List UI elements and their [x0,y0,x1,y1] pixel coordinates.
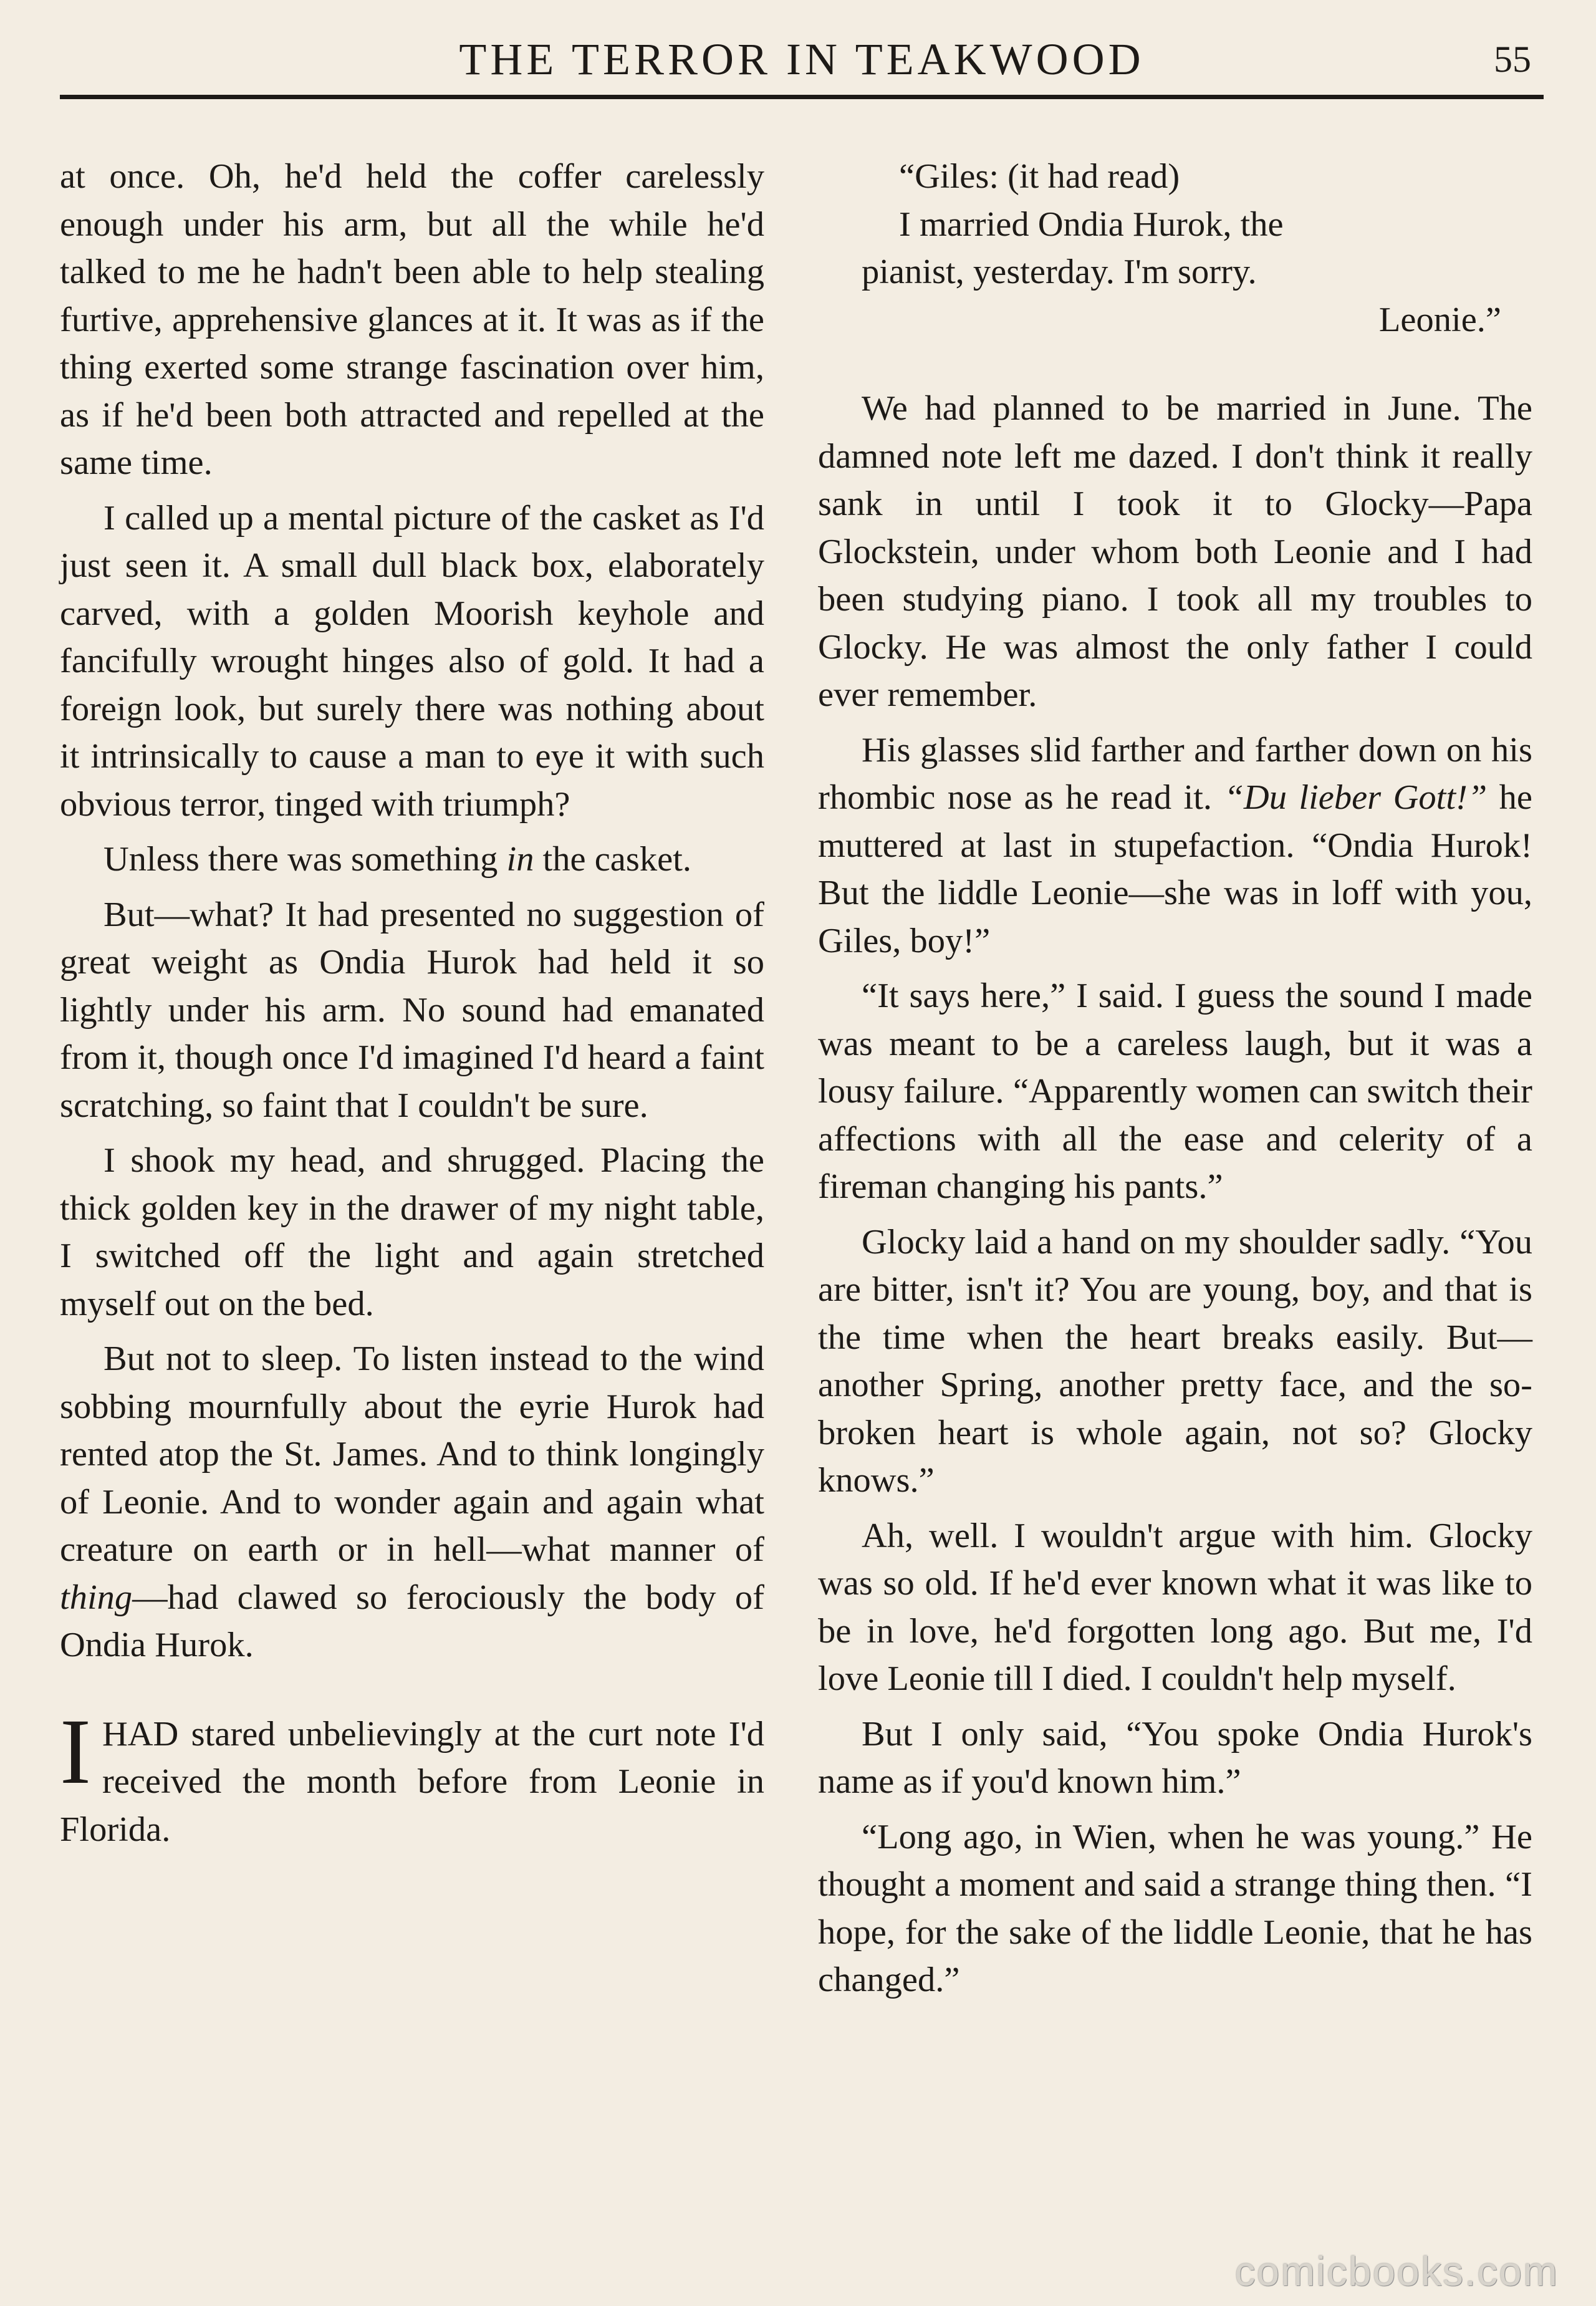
drop-cap: I [60,1699,91,1803]
emphasis: in [506,840,534,879]
paragraph: His glasses slid farther and farther down on his rhombic nose as he read it. “Du lieber Gott!” he muttered at last in stupefaction. “Ondia Hurok! But the liddle Leonie—she was in loff with you, Giles, boy!” [818,730,1533,960]
note-line: I married Ondia Hurok, the [899,205,1284,244]
paragraph: Unless there was something in the casket. [103,840,692,879]
watermark: comicbooks.com [1234,2248,1559,2294]
paragraph: But I only said, “You spoke Ondia Hurok's name as if you'd known him.” [818,1714,1532,1801]
paragraph: “It says here,” I said. I guess the sound I made was meant to be a careless laugh, but it was a lousy failure. “Apparently women can switch their affections with all the ease and celerity of a fireman changing his pants.” [818,977,1532,1206]
note-signature: Leonie.” [1378,300,1501,339]
paragraph: I shook my head, and shrugged. Placing the thick golden key in the drawer of my night table, I switched off the light and again stretched myself out on the bed. [60,1141,764,1323]
running-title: THE TERROR IN TEAKWOOD [459,34,1145,84]
paragraph: I called up a mental picture of the casket as I'd just seen it. A small dull black box, elaborately carved, with a golden Moorish keyhole and fancifully wrought hinges also of gold. It had a foreign look, but surely there was nothing about it intrinsically to cause a man to eye it with such obvious terror, tinged with triumph? [60,498,764,824]
quoted-note [818,153,1532,344]
paragraph: We had planned to be married in June. The damned note left me dazed. I don't think it really sank in until I took it to Glocky—Papa Glockstein, under whom both Leonie and I had been studying piano. I took all my troubles to Glocky. He was almost the only father I could ever remember. [818,389,1532,714]
note-line: “Giles: (it had read) [899,157,1180,196]
header-rule [60,95,1544,99]
left-column [60,153,764,1861]
paragraph: Glocky laid a hand on my shoulder sadly. “You are bitter, isn't it? You are young, boy, and that is the time when the heart breaks easily. But—another Spring, another pretty face, and the so-broken heart is whole again, not so? Glocky knows.” [818,1222,1532,1500]
paragraph: But not to sleep. To listen instead to the wind sobbing mournfully about the eyrie Hurok had rented atop the St. James. And to think longingly of Leonie. And to wonder again and again what creature on earth or in hell—what manner of thing—had clawed so ferociously the body of Ondia Hurok. [60,1339,764,1664]
section-break [60,1677,764,1710]
paragraph: “Long ago, in Wien, when he was young.” He thought a moment and said a strange thing then. “I hope, for the sake of the liddle Leonie, that he has changed.” [818,1817,1532,1999]
page-number: 55 [1494,39,1531,80]
paragraph: Ah, well. I wouldn't argue with him. Glocky was so old. If he'd ever known what it was like to be in love, he'd forgotten long ago. But me, I'd love Leonie till I died. I couldn't help myself. [818,1516,1532,1698]
emphasis: “Du lieber Gott!” [1224,778,1488,817]
section-opening-paragraph: IHAD stared unbelievingly at the curt note I'd received the month before from Leonie in Florida. [60,1699,764,1849]
paragraph: at once. Oh, he'd held the coffer carelessly enough under his arm, but all the while he'd talked to me he hadn't been able to help stealing furtive, apprehensive glances at it. It was as if the thing exerted some strange fascination over him, as if he'd been both attracted and repelled at the same time. [60,157,764,482]
note-line: pianist, yesterday. I'm sorry. [862,253,1257,291]
emphasis: thing [60,1578,133,1617]
right-column [818,153,1532,2012]
spacer [818,351,1532,385]
page-header [60,31,1544,100]
paragraph: But—what? It had presented no suggestion of great weight as Ondia Hurok had held it so lightly under his arm. No sound had emanated from it, though once I'd imagined I'd heard a faint scratching, so faint that I couldn't be sure. [60,895,764,1125]
